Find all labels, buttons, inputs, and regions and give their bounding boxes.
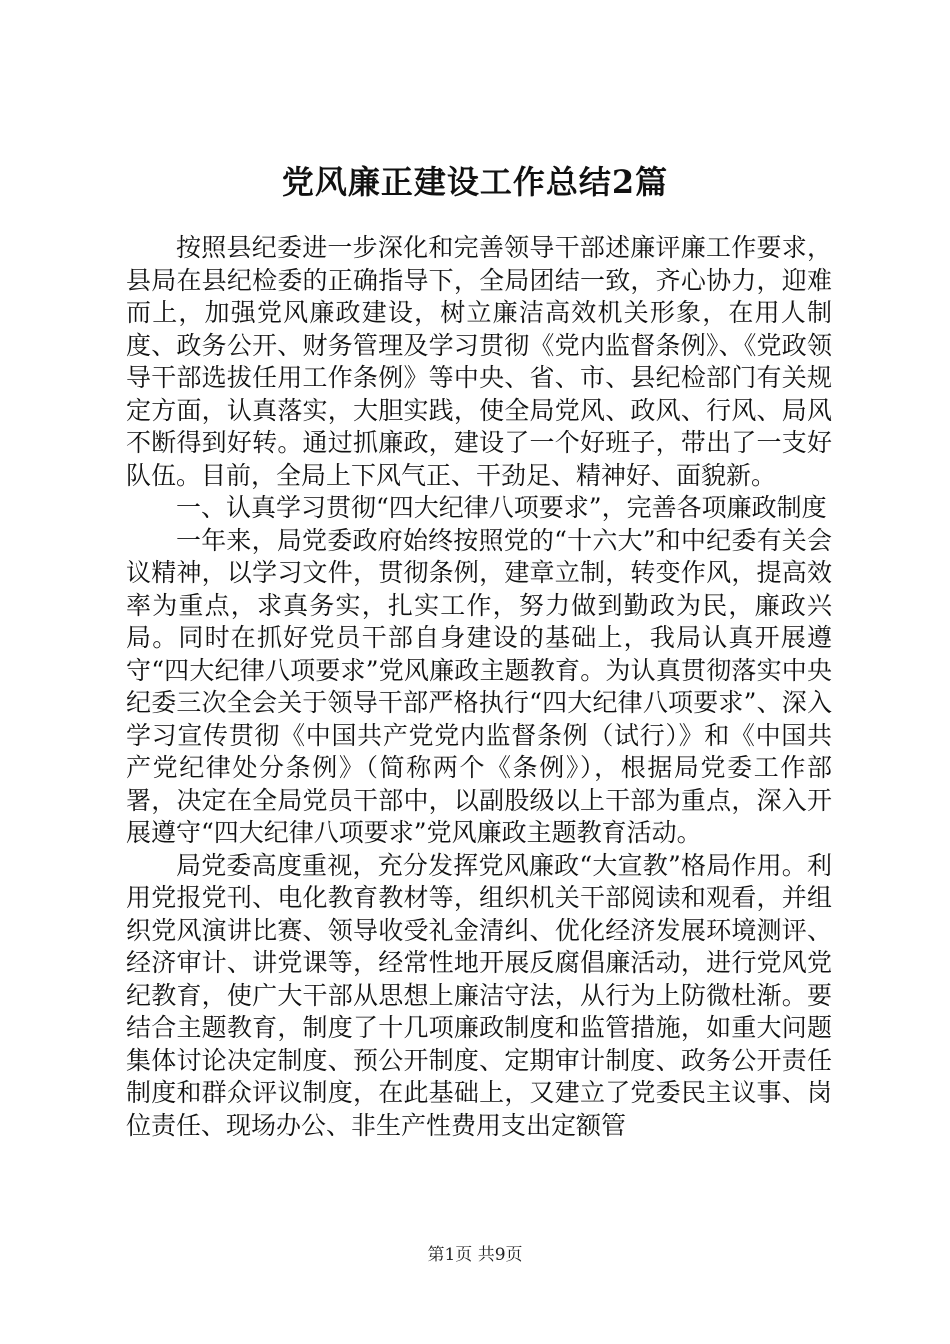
page-number-footer: 第1页 共9页 <box>427 1245 523 1265</box>
paragraph-intro: 按照县纪委进一步深化和完善领导干部述廉评廉工作要求，县局在县纪检委的正确指导下，全局团结一致，齐心协力，迎难而上，加强党风廉政建设，树立廉洁高效机关形象，在用人制度、政务公开、财务管理及学习贯彻《党内监督条例》、《党政领导干部选拔任用工作条例》等中央、省、市、县纪检部门有关规定方面，认真落实，大胆实践，使全局党风、政风、行风、局风不断得到好转。通过抓廉政，建设了一个好班子，带出了一支好队伍。目前，全局上下风气正、干劲足、精神好、面貌新。 <box>126 233 832 490</box>
document-body <box>126 232 832 1142</box>
paragraph-education: 局党委高度重视，充分发挥党风廉政“大宣教”格局作用。利用党报党刊、电化教育教材等，组织机关干部阅读和观看，并组织党风演讲比赛、领导收受礼金清纠、优化经济发展环境测评、经济审计、讲党课等，经常性地开展反腐倡廉活动，进行党风党纪教育，使广大干部从思想上廉洁守法，从行为上防微杜渐。要结合主题教育，制度了十几项廉政制度和监管措施，如重大问题集体讨论决定制度、预公开制度、定期审计制度、政务公开责任制度和群众评议制度，在此基础上，又建立了党委民主议事、岗位责任、现场办公、非生产性费用支出定额管 <box>126 850 832 1140</box>
section-heading-1: 一、认真学习贯彻“四大纪律八项要求”，完善各项廉政制度 <box>176 493 827 522</box>
document-title: 党风廉正建设工作总结2篇 <box>281 163 669 201</box>
paragraph-study: 一年来，局党委政府始终按照党的“十六大”和中纪委有关会议精神，以学习文件，贯彻条例，建章立制，转变作风，提高效率为重点，求真务实，扎实工作，努力做到勤政为民，廉政兴局。同时在抓好党员干部自身建设的基础上，我局认真开展遵守“四大纪律八项要求”党风廉政主题教育。为认真贯彻落实中央纪委三次全会关于领导干部严格执行“四大纪律八项要求”、深入学习宣传贯彻《中国共产党党内监督条例（试行）》和《中国共产党纪律处分条例》（简称两个《条例》），根据局党委工作部署，决定在全局党员干部中，以副股级以上干部为重点，深入开展遵守“四大纪律八项要求”党风廉政主题教育活动。 <box>126 525 832 847</box>
